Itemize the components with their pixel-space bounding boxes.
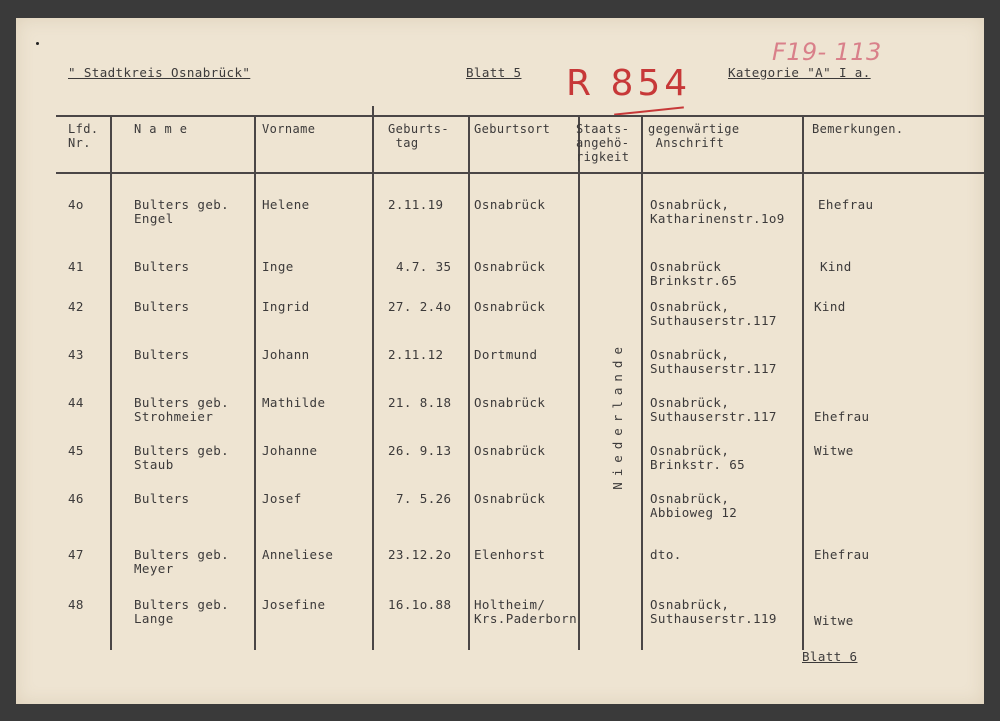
sheet-number: Blatt 5 [466, 65, 522, 80]
row-nr: 46 [68, 491, 84, 506]
row-geburtstag: 2.11.19 [388, 197, 444, 212]
nationality-vertical: Niederlande [610, 341, 625, 490]
index-card [16, 18, 984, 704]
row-vorname: Anneliese [262, 547, 334, 562]
row-vorname: Ingrid [262, 299, 310, 314]
row-nr: 45 [68, 443, 84, 458]
row-nr: 42 [68, 299, 84, 314]
row-nr: 43 [68, 347, 84, 362]
row-name: Bulters geb. Meyer [134, 547, 230, 576]
district-title: " Stadtkreis Osnabrück" [68, 65, 251, 80]
row-geburtstag: 26. 9.13 [388, 443, 452, 458]
row-geburtsort: Osnabrück [474, 395, 546, 410]
col-header-staatsangehoerigkeit: Staats- angehö- rigkeit [576, 122, 630, 164]
row-bemerkungen: Ehefrau [818, 197, 874, 212]
row-geburtsort: Dortmund [474, 347, 538, 362]
col-header-geburtstag: Geburts- tag [388, 122, 449, 150]
row-nr: 48 [68, 597, 84, 612]
column-divider [372, 106, 374, 650]
row-anschrift: Osnabrück, Suthauserstr.117 [650, 395, 777, 424]
row-geburtstag: 2.11.12 [388, 347, 444, 362]
row-vorname: Johanne [262, 443, 318, 458]
archive-reference: F19- 113 [772, 38, 882, 66]
table-top-rule [56, 115, 984, 117]
col-header-bemerkungen: Bemerkungen. [812, 122, 904, 136]
row-nr: 41 [68, 259, 84, 274]
row-bemerkungen: Witwe [814, 443, 854, 458]
row-vorname: Josefine [262, 597, 326, 612]
column-divider [254, 115, 256, 650]
row-geburtstag: 4.7. 35 [396, 259, 452, 274]
row-geburtstag: 27. 2.4o [388, 299, 452, 314]
row-bemerkungen: Ehefrau [814, 409, 870, 424]
row-geburtstag: 23.12.2o [388, 547, 452, 562]
row-vorname: Inge [262, 259, 294, 274]
row-name: Bulters [134, 347, 190, 362]
row-vorname: Helene [262, 197, 310, 212]
row-anschrift: Osnabrück Brinkstr.65 [650, 259, 738, 288]
col-header-vorname: Vorname [262, 122, 316, 136]
column-divider [578, 115, 580, 650]
col-header-nr: Lfd. Nr. [68, 122, 99, 150]
header-bottom-rule [56, 172, 984, 174]
column-divider [110, 115, 112, 650]
col-header-name: N a m e [134, 122, 188, 136]
row-vorname: Josef [262, 491, 302, 506]
row-bemerkungen: Kind [820, 259, 852, 274]
row-anschrift: Osnabrück, Suthauserstr.117 [650, 347, 777, 376]
row-nr: 44 [68, 395, 84, 410]
row-anschrift: Osnabrück, Abbioweg 12 [650, 491, 738, 520]
row-vorname: Mathilde [262, 395, 326, 410]
row-geburtsort: Osnabrück [474, 443, 546, 458]
row-geburtstag: 16.1o.88 [388, 597, 452, 612]
row-nr: 4o [68, 197, 84, 212]
row-nr: 47 [68, 547, 84, 562]
col-header-geburtsort: Geburtsort [474, 122, 551, 136]
row-name: Bulters geb. Lange [134, 597, 230, 626]
row-name: Bulters geb. Staub [134, 443, 230, 472]
row-geburtsort: Holtheim/ Krs.Paderborn [474, 597, 578, 626]
row-anschrift: dto. [650, 547, 682, 562]
next-sheet-label: Blatt 6 [802, 649, 858, 664]
column-divider [802, 115, 804, 650]
ink-dot [36, 42, 39, 45]
row-name: Bulters geb. Engel [134, 197, 230, 226]
row-geburtstag: 7. 5.26 [396, 491, 452, 506]
row-geburtsort: Elenhorst [474, 547, 546, 562]
row-bemerkungen: Ehefrau [814, 547, 870, 562]
row-name: Bulters [134, 491, 190, 506]
row-anschrift: Osnabrück, Katharinenstr.1o9 [650, 197, 785, 226]
row-vorname: Johann [262, 347, 310, 362]
category-label: Kategorie "A" I a. [728, 65, 871, 80]
row-anschrift: Osnabrück, Suthauserstr.119 [650, 597, 777, 626]
row-geburtstag: 21. 8.18 [388, 395, 452, 410]
row-anschrift: Osnabrück, Brinkstr. 65 [650, 443, 746, 472]
col-header-anschrift: gegenwärtige Anschrift [648, 122, 740, 150]
row-geburtsort: Osnabrück [474, 259, 546, 274]
row-bemerkungen: Kind [814, 299, 846, 314]
red-stamp-number: R 854 [566, 63, 692, 104]
row-geburtsort: Osnabrück [474, 491, 546, 506]
row-anschrift: Osnabrück, Suthauserstr.117 [650, 299, 777, 328]
row-name: Bulters [134, 299, 190, 314]
row-name: Bulters geb. Strohmeier [134, 395, 230, 424]
row-geburtsort: Osnabrück [474, 197, 546, 212]
column-divider [468, 115, 470, 650]
row-geburtsort: Osnabrück [474, 299, 546, 314]
row-bemerkungen: Witwe [814, 613, 854, 628]
column-divider [641, 115, 643, 650]
row-name: Bulters [134, 259, 190, 274]
